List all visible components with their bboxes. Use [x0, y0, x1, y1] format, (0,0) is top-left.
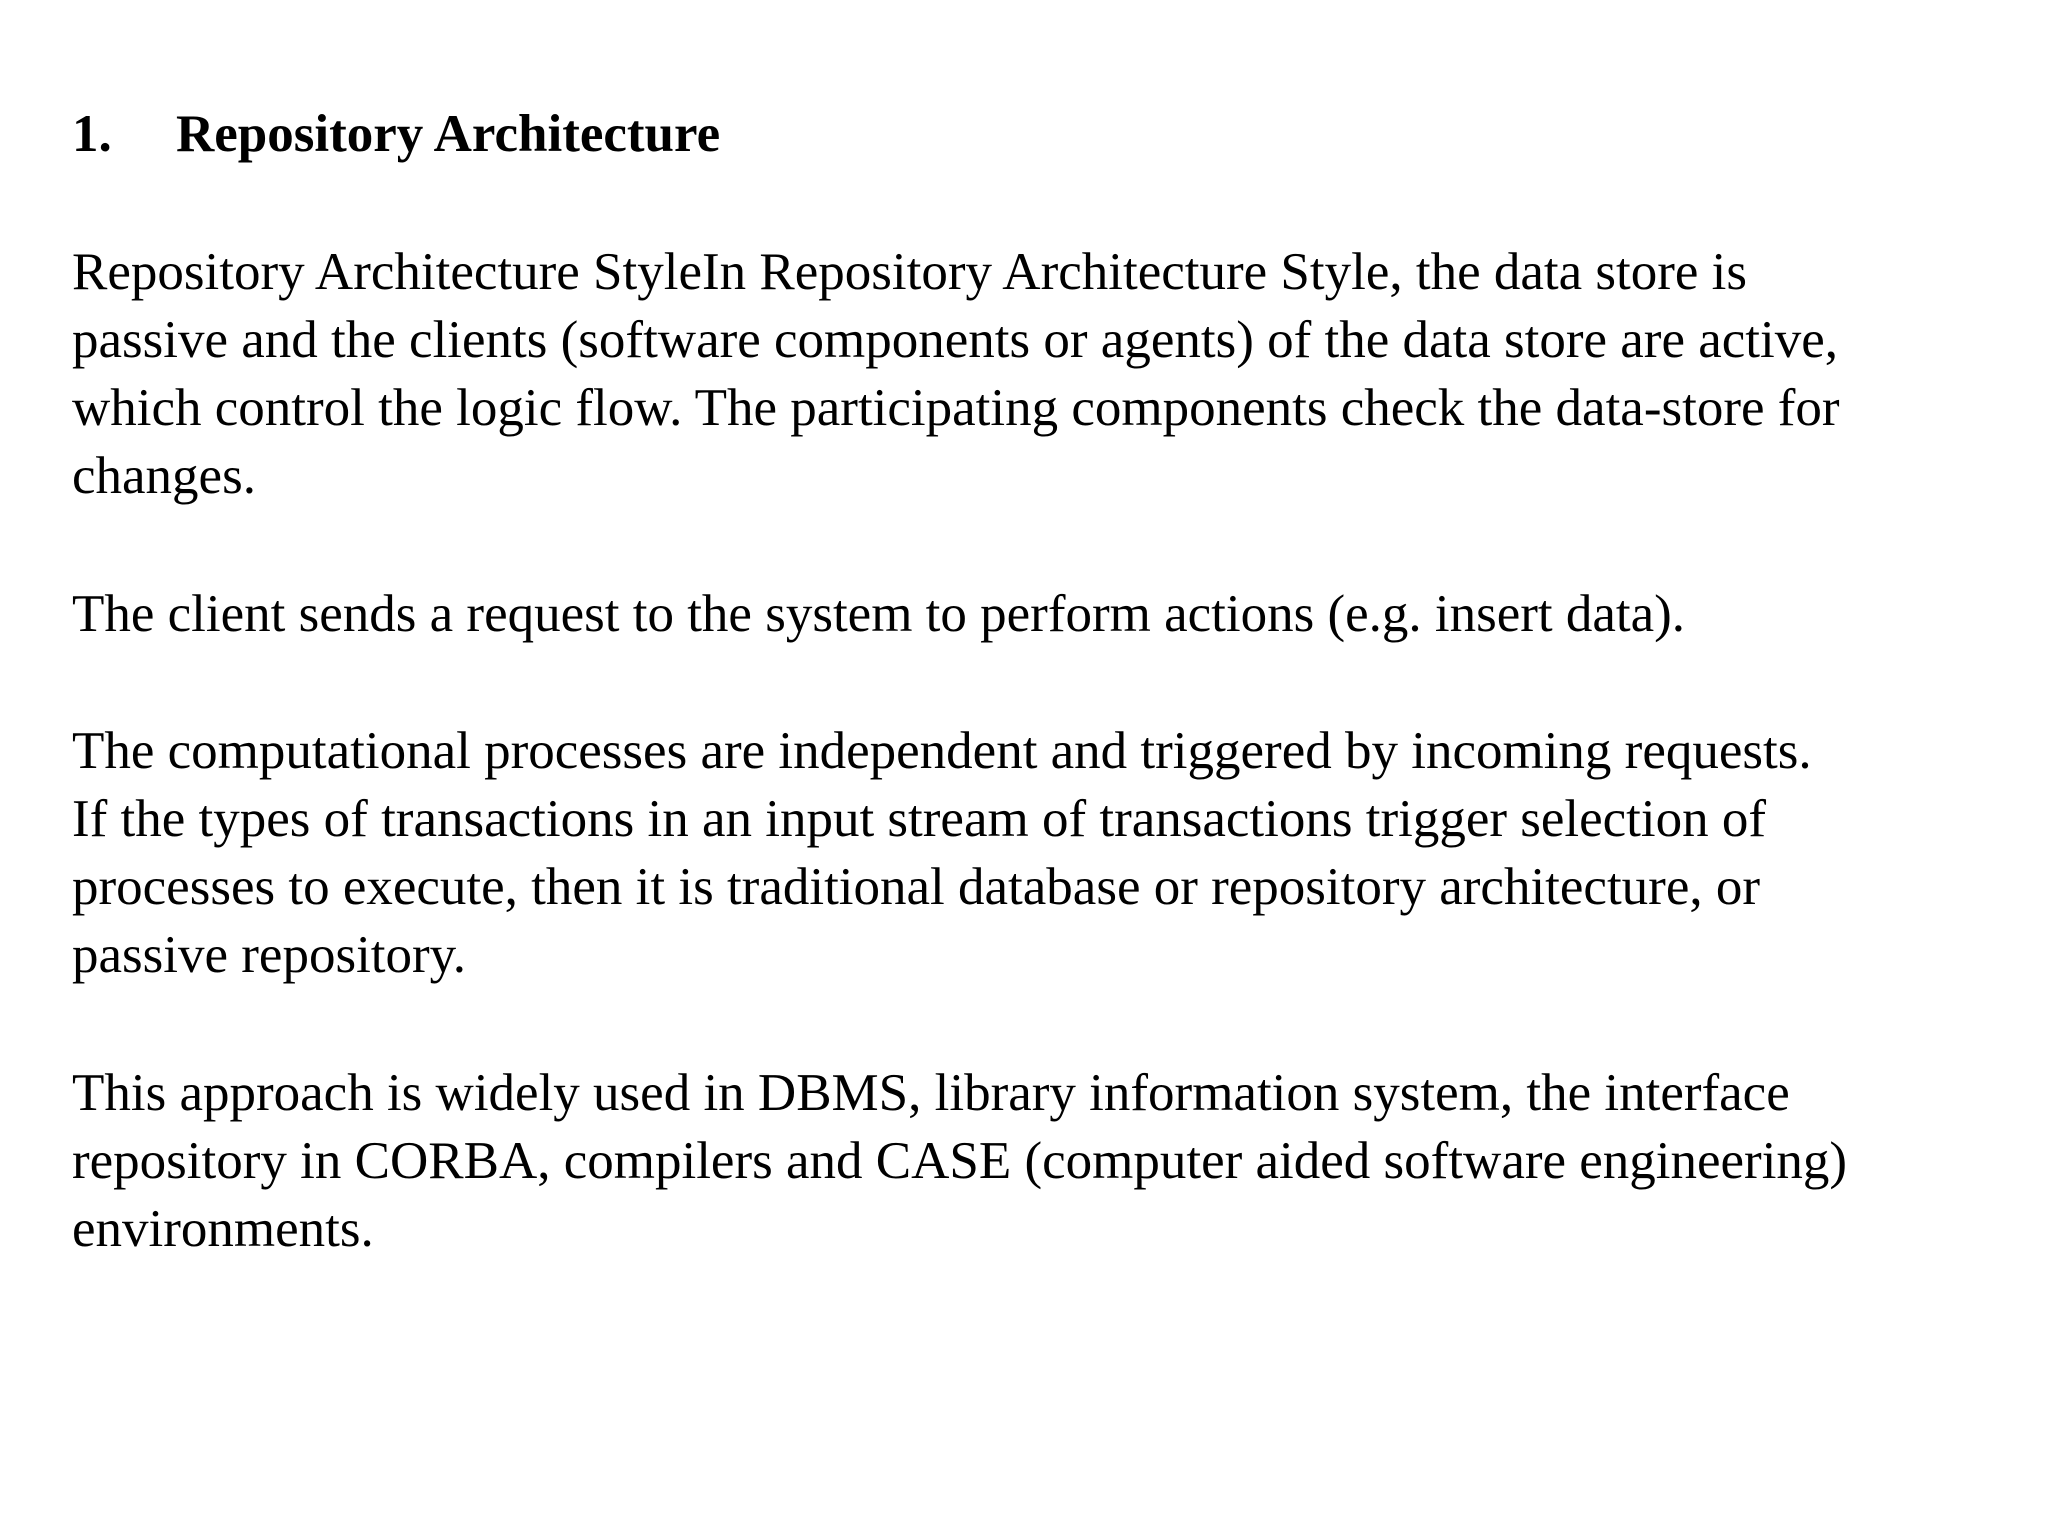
section-number: 1. — [72, 105, 112, 163]
paragraph-client-request — [72, 580, 2012, 648]
section-heading — [72, 102, 720, 166]
paragraph-line: environments. — [72, 1200, 374, 1258]
paragraph-computational-processes — [72, 717, 2012, 989]
paragraph-line: which control the logic flow. The participating components check the data-store for — [72, 379, 1840, 437]
paragraph-line: passive repository. — [72, 926, 466, 984]
paragraph-line: Repository Architecture StyleIn Repository Architecture Style, the data store is — [72, 243, 1747, 301]
paragraph-line: If the types of transactions in an input stream of transactions trigger selection of — [72, 790, 1767, 848]
paragraph-line: The computational processes are independent and triggered by incoming requests. — [72, 722, 1812, 780]
paragraph-line: repository in CORBA, compilers and CASE (computer aided software engineering) — [72, 1132, 1848, 1190]
paragraph-line: This approach is widely used in DBMS, library information system, the interface — [72, 1064, 1790, 1122]
paragraph-usage-examples — [72, 1059, 2012, 1263]
paragraph-repository-style — [72, 238, 2012, 510]
paragraph-line: passive and the clients (software components or agents) of the data store are active, — [72, 311, 1839, 369]
paragraph-line: The client sends a request to the system to perform actions (e.g. insert data). — [72, 585, 1686, 643]
paragraph-line: changes. — [72, 447, 256, 505]
paragraph-line: processes to execute, then it is traditional database or repository architecture, or — [72, 858, 1761, 916]
section-title: Repository Architecture — [176, 105, 721, 163]
